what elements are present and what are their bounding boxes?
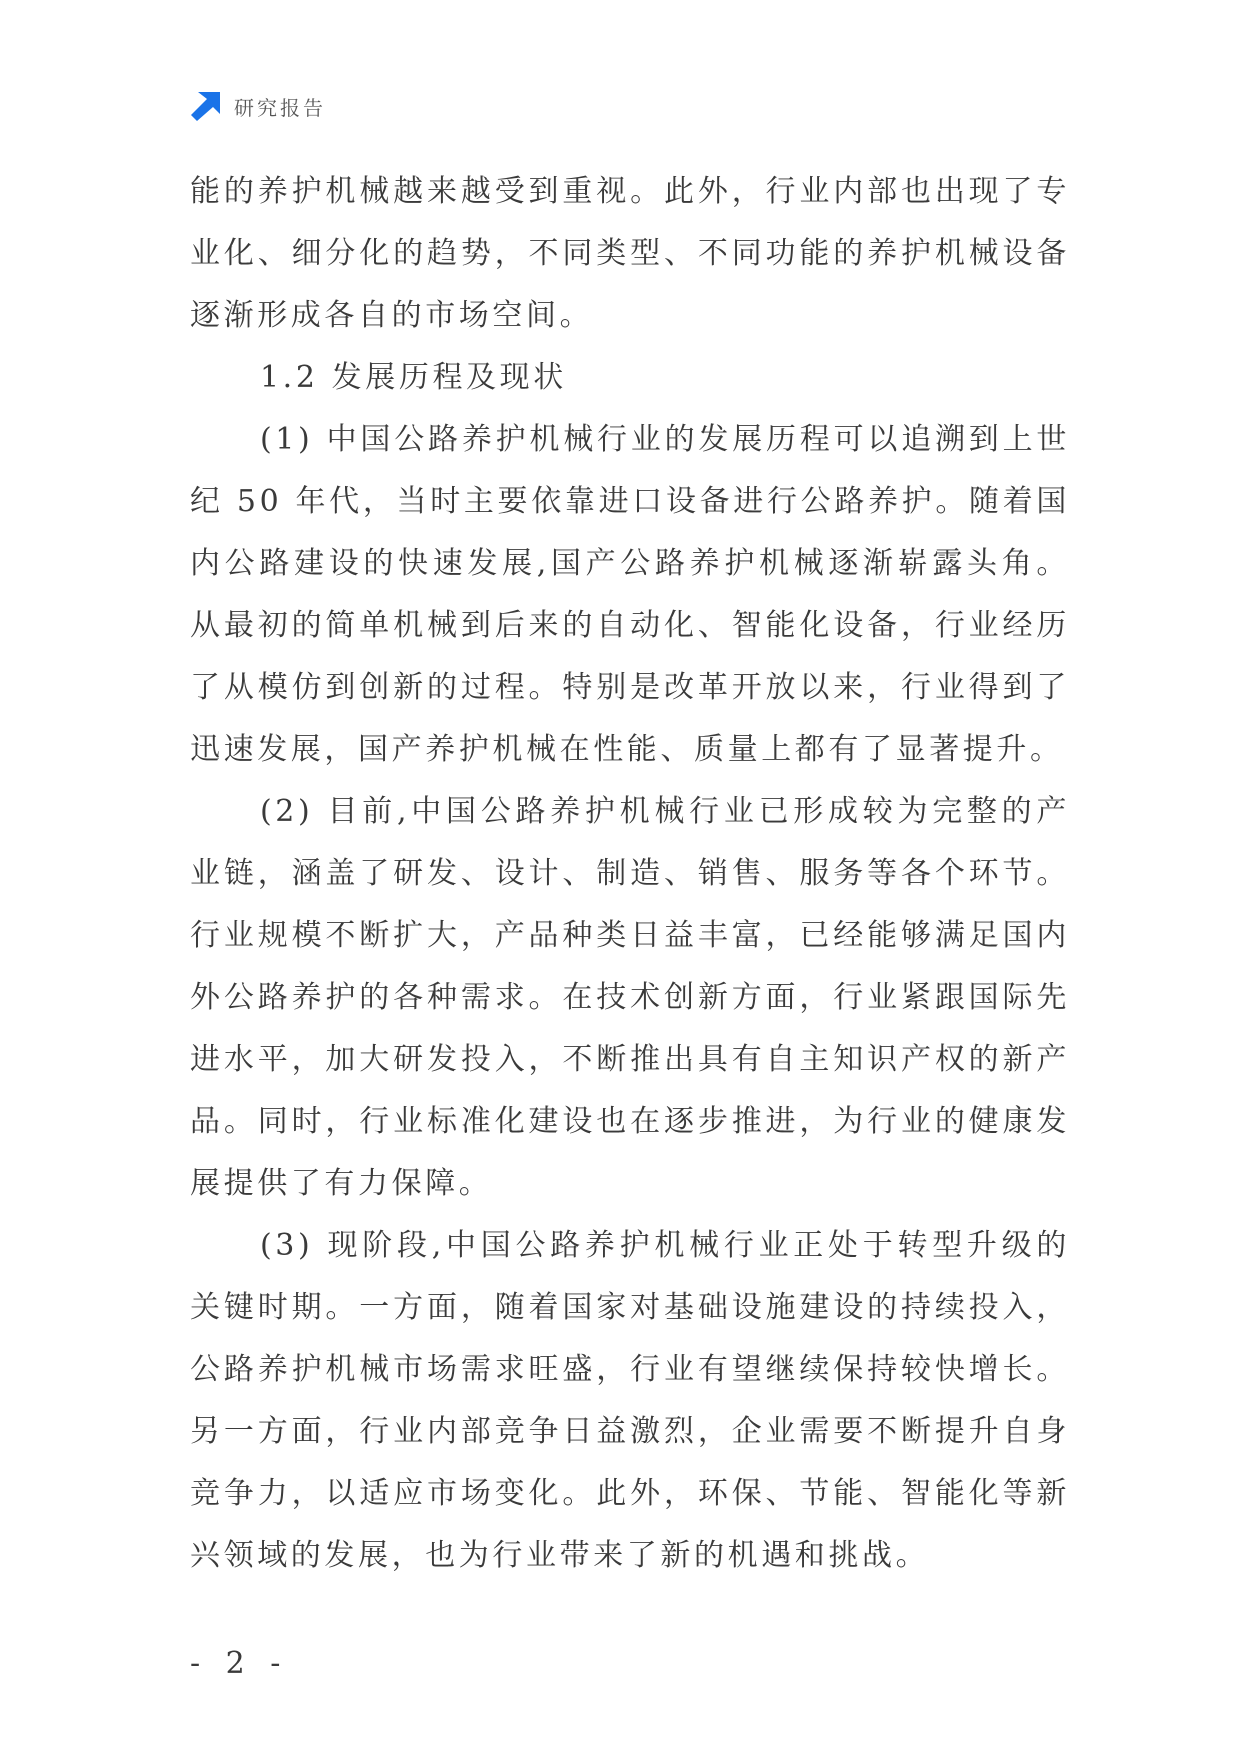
paragraph-2: (2) 目前,中国公路养护机械行业已形成较为完整的产业链，涵盖了研发、设计、制造、销售、服务等各个环节。行业规模不断扩大，产品种类日益丰富，已经能够满足国内外公路养护的各种需求。在技术创新方面，行业紧跟国际先进水平，加大研发投入，不断推出具有自主知识产权的新产品。同时，行业标准化建设也在逐步推进，为行业的健康发展提供了有力保障。 <box>190 794 1070 1201</box>
page-number: - 2 - <box>190 1646 289 1681</box>
section-heading: 1.2 发展历程及现状 <box>260 360 567 395</box>
intro-paragraph: 能的养护机械越来越受到重视。此外，行业内部也出现了专业化、细分化的趋势，不同类型、不同功能的养护机械设备逐渐形成各自的市场空间。 <box>190 174 1070 333</box>
paragraph-3: (3) 现阶段,中国公路养护机械行业正处于转型升级的关键时期。一方面，随着国家对基础设施建设的持续投入，公路养护机械市场需求旺盛，行业有望继续保持较快增长。另一方面，行业内部竞争日益激烈，企业需要不断提升自身竞争力，以适应市场变化。此外，环保、节能、智能化等新兴领域的发展，也为行业带来了新的机遇和挑战。 <box>190 1228 1070 1573</box>
arrow-up-right-icon <box>190 90 222 122</box>
document-body <box>190 161 1070 1587</box>
report-header <box>190 88 326 124</box>
paragraph-1: (1) 中国公路养护机械行业的发展历程可以追溯到上世纪 50 年代，当时主要依靠进口设备进行公路养护。随着国内公路建设的快速发展,国产公路养护机械逐渐崭露头角。从最初的简单机械到后来的自动化、智能化设备，行业经历了从模仿到创新的过程。特别是改革开放以来，行业得到了迅速发展，国产养护机械在性能、质量上都有了显著提升。 <box>190 422 1070 767</box>
report-label: 研究报告 <box>234 95 326 120</box>
